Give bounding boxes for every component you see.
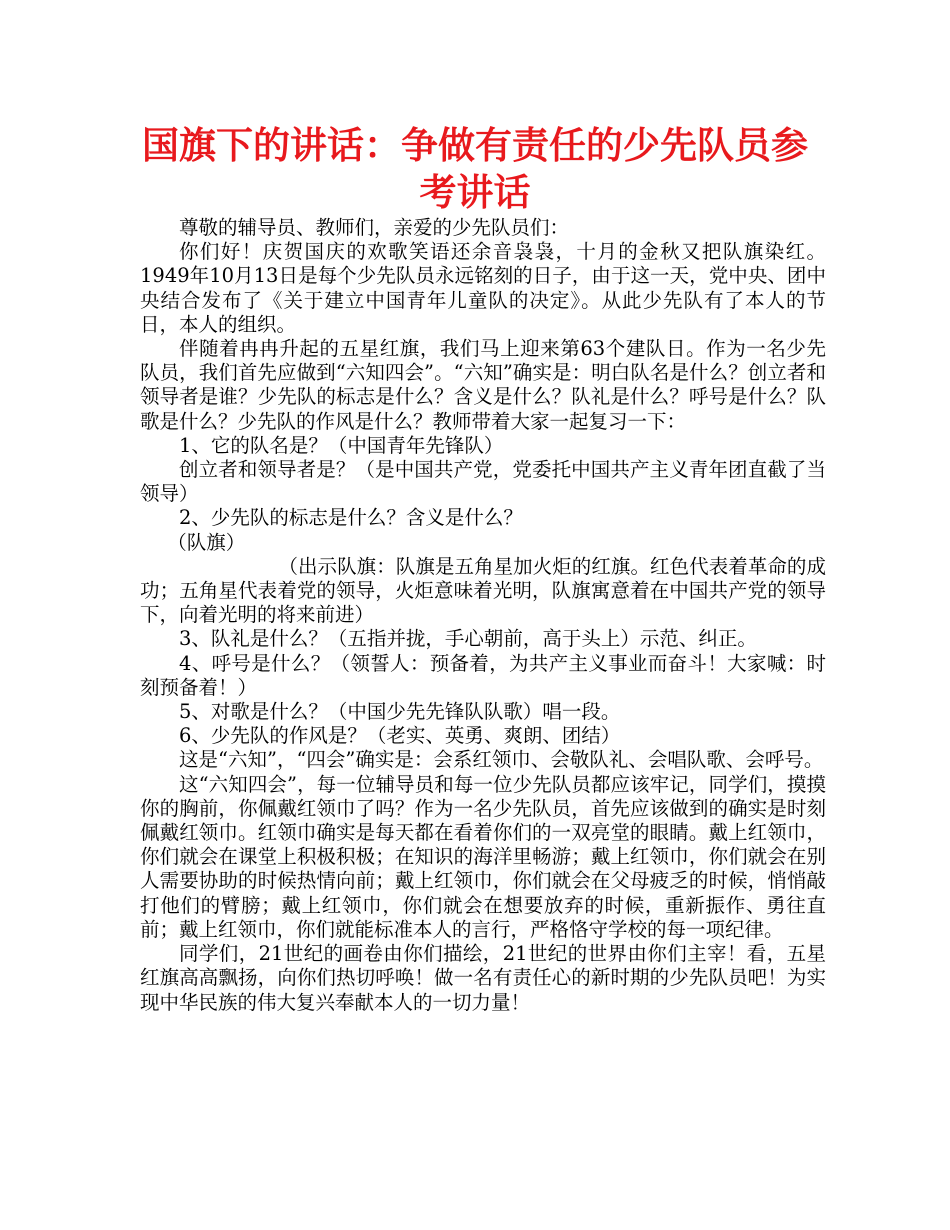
document-title: 国旗下的讲话：争做有责任的少先队员参考讲话 [142, 124, 808, 214]
paragraph-greeting: 尊敬的辅导员、教师们，亲爱的少先队员们： [179, 216, 570, 239]
paragraph-closing: 同学们，21世纪的画卷由你们描绘，21世纪的世界由你们主宰！看，五星红旗高高飘扬，向你们热切呼唤！做一名有责任心的新时期的少先队员吧！为实现中华民族的伟大复兴奉献本人的一切力量！ [140, 942, 826, 1014]
list-item: 2、少先队的标志是什么？含义是什么？ [179, 506, 523, 530]
paragraph: 这是“六知”，“四会”确实是：会系红领巾、会敬队礼、会唱队歌、会呼号。 [179, 748, 824, 772]
paragraph: 伴随着冉冉升起的五星红旗，我们马上迎来第63个建队日。作为一名少先队员，我们首先应做到“六知四会”。“六知”确实是：明白队名是什么？创立者和领导者是谁？少先队的标志是什么？含义是什么？队礼是什么？呼号是什么？队歌是什么？少先队的作风是什么？教师带着大家一起复习一下： [140, 337, 826, 433]
list-item: 5、对歌是什么？（中国少先先锋队队歌）唱一段。 [179, 700, 621, 724]
list-item: （队旗） [167, 530, 246, 554]
paragraph: （出示队旗：队旗是五角星加火炬的红旗。红色代表着革命的成功；五角星代表着党的领导，火炬意味着光明，队旗寓意着在中国共产党的领导下，向着光明的将来前进） [140, 554, 826, 627]
paragraph: 你们好！庆贺国庆的欢歌笑语还余音袅袅，十月的金秋又把队旗染红。1949年10月13日是每个少先队员永远铭刻的日子，由于这一天，党中央、团中央结合发布了《关于建立中国青年儿童队的决定》。从此少先队有了本人的节日，本人的组织。 [140, 240, 826, 336]
list-item: 创立者和领导者是？（是中国共产党，党委托中国共产主义青年团直截了当领导） [140, 458, 826, 506]
document-body [140, 216, 826, 1015]
list-item: 4、呼号是什么？（领誓人：预备着，为共产主义事业而奋斗！大家喊：时刻预备着！） [140, 651, 826, 699]
paragraph: 这“六知四会”，每一位辅导员和每一位少先队员都应该牢记，同学们，摸摸你的胸前，你佩戴红领巾了吗？作为一名少先队员，首先应该做到的确实是时刻佩戴红领巾。红领巾确实是每天都在看着你们的一双亮堂的眼睛。戴上红领巾，你们就会在课堂上积极积极；在知识的海洋里畅游；戴上红领巾，你们就会在别人需要协助的时候热情向前；戴上红领巾，你们就会在父母疲乏的时候，悄悄敲打他们的臂膀；戴上红领巾，你们就会在想要放弃的时候，重新振作、勇往直前；戴上红领巾，你们就能标准本人的言行，严格恪守学校的每一项纪律。 [140, 772, 826, 941]
list-item: 1、它的队名是？（中国青年先锋队） [179, 433, 504, 457]
list-item: 3、队礼是什么？（五指并拢，手心朝前，高于头上）示范、纠正。 [179, 627, 757, 651]
list-item: 6、少先队的作风是？（老实、英勇、爽朗、团结） [179, 724, 621, 748]
